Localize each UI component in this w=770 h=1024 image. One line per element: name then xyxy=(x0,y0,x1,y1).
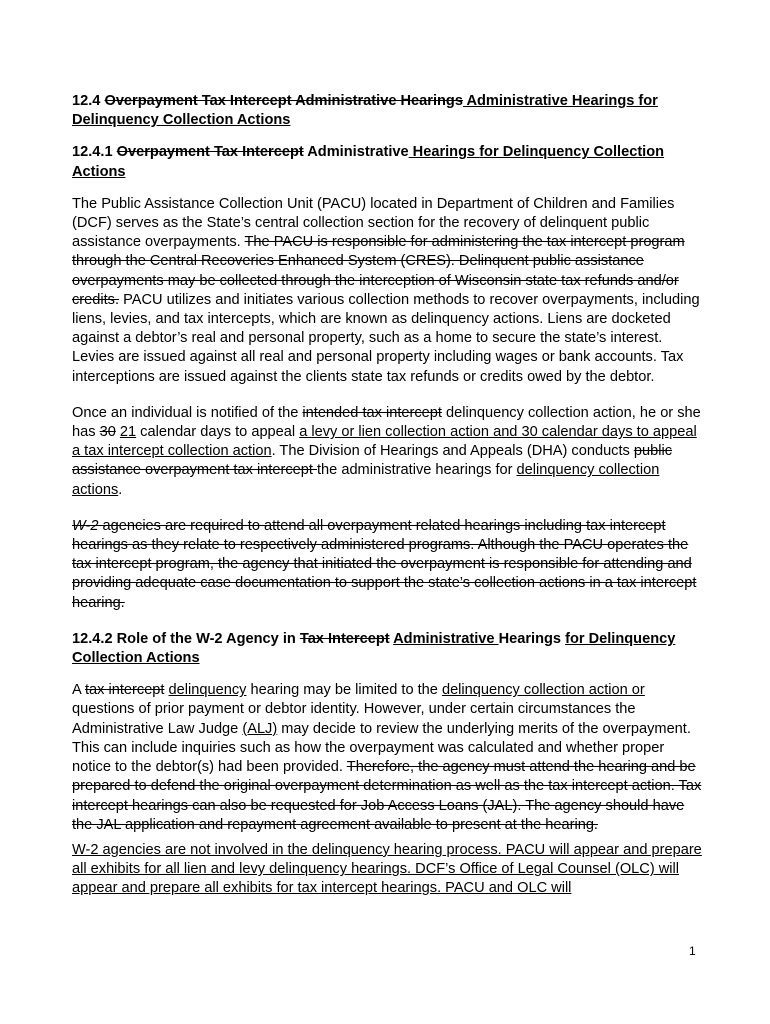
body-text: questions of prior payment or debtor identity. However, under certain circumstances the Administrative Law Judge xyxy=(72,701,636,737)
body-text: the administrative hearings for xyxy=(316,462,517,479)
body-text: . xyxy=(118,481,123,498)
body-text: calendar days to appeal xyxy=(136,424,300,441)
body-text: A xyxy=(72,682,85,699)
body-text: The Public Assistance Collection Unit (PACU) located in Department of Children and Families (DCF) serves as the State’s central collection section for the recovery of delinquent public assistance overpayments. xyxy=(72,195,675,251)
page-number: 1 xyxy=(689,944,696,958)
deleted-text: intended tax intercept xyxy=(302,404,442,421)
deleted-text: Overpayment Tax Intercept Administrative Hearings xyxy=(104,93,463,109)
deleted-text: public assistance overpayment tax intercept xyxy=(72,443,673,479)
deleted-text: Therefore, the agency must attend the hearing and be prepared to defend the original overpayment determination as well as the tax intercept action. Tax intercept hearings can also be requested for Job Access Loans (JAL). The agency should have the JAL application and repayment agreement available to present at the hearing. xyxy=(72,759,702,833)
body-text: may decide to review the underlying merits of the overpayment. This can include inquiries such as how the overpayment was calculated and whether proper notice to the debtor(s) had been provided. xyxy=(72,720,691,776)
paragraph-pacu-intro xyxy=(72,195,702,387)
deleted-text: agencies are required to attend all overpayment related hearings including tax intercept hearings as they relate to respectively administered programs. Although the PACU operates the tax intercept program, the agency that initiated the overpayment is responsible for attending and providing adequate case documentation to support the state’s collection actions in a tax intercept hearing. xyxy=(72,517,697,611)
heading-text: Hearings xyxy=(498,630,566,647)
inserted-text: W-2 agencies are not involved in the delinquency hearing process. PACU will appear and prepare all exhibits for all lien and levy delinquency hearings. DCF’s Office of Legal Counsel (OLC) will appear and prepare all exhibits for tax intercept hearings. PACU and OLC will xyxy=(72,841,702,897)
heading-number: 12.4.1 xyxy=(72,144,117,161)
inserted-text: delinquency xyxy=(168,682,247,699)
deleted-text: Overpayment Tax Intercept xyxy=(116,144,304,161)
inserted-text: Administrative xyxy=(393,630,499,647)
inserted-text: 21 xyxy=(119,424,137,441)
body-text: Once an individual is notified of the xyxy=(72,404,303,421)
heading-12-4-1 xyxy=(72,143,702,181)
body-text: . The Division of Hearings and Appeals (DHA) conducts xyxy=(271,443,634,460)
inserted-text: delinquency collection action or xyxy=(441,682,645,699)
paragraph-hearing-scope xyxy=(72,681,702,835)
inserted-text: a levy or lien collection action and 30 calendar days to appeal a tax intercept collection action xyxy=(72,424,697,460)
deleted-text: Tax Intercept xyxy=(299,630,390,647)
deleted-text: 30 xyxy=(99,424,116,441)
inserted-space: Hearings xyxy=(408,144,480,161)
deleted-text: tax intercept xyxy=(84,682,165,699)
body-text: PACU utilizes and initiates various collection methods to recover overpayments, including liens, levies, and tax intercepts, which are known as delinquency actions. Liens are docketed against a debtor’s real and personal property, such as a home to secure the state’s interest. Levies are issued against all real and personal property including wages or bank accounts. Tax interceptions are issued against the clients state tax refunds or credits owed by the debtor. xyxy=(72,291,700,385)
paragraph-w2-agencies-deleted xyxy=(72,517,702,613)
heading-number: 12.4.2 Role of the W-2 Agency in xyxy=(72,630,300,647)
inserted-text: delinquency collection actions xyxy=(72,462,660,498)
heading-number: 12.4 xyxy=(72,93,105,109)
inserted-text: (ALJ) xyxy=(242,720,278,737)
document-body xyxy=(72,92,702,899)
paragraph-appeal-notice xyxy=(72,404,702,500)
deleted-text: W-2 xyxy=(72,517,99,534)
body-text: delinquency collection action, he or she has xyxy=(72,404,701,441)
paragraph-w2-not-involved xyxy=(72,841,702,899)
heading-12-4-2 xyxy=(72,630,702,668)
body-text: hearing may be limited to the xyxy=(246,682,442,699)
deleted-text: The PACU is responsible for administering the tax intercept program through the Central Recoveries Enhanced System (CRES). Delinquent public assistance overpayments may be collected through the interception of Wisconsin state tax refunds and/or credits. xyxy=(72,234,685,308)
heading-12-4 xyxy=(72,92,702,130)
inserted-text: Administrative Hearings for Delinquency Collection Actions xyxy=(72,93,658,129)
inserted-text: for Delinquency Collection Actions xyxy=(72,630,676,667)
inserted-text: for Delinquency Collection Actions xyxy=(72,144,665,180)
heading-text: Administrative xyxy=(303,144,409,161)
